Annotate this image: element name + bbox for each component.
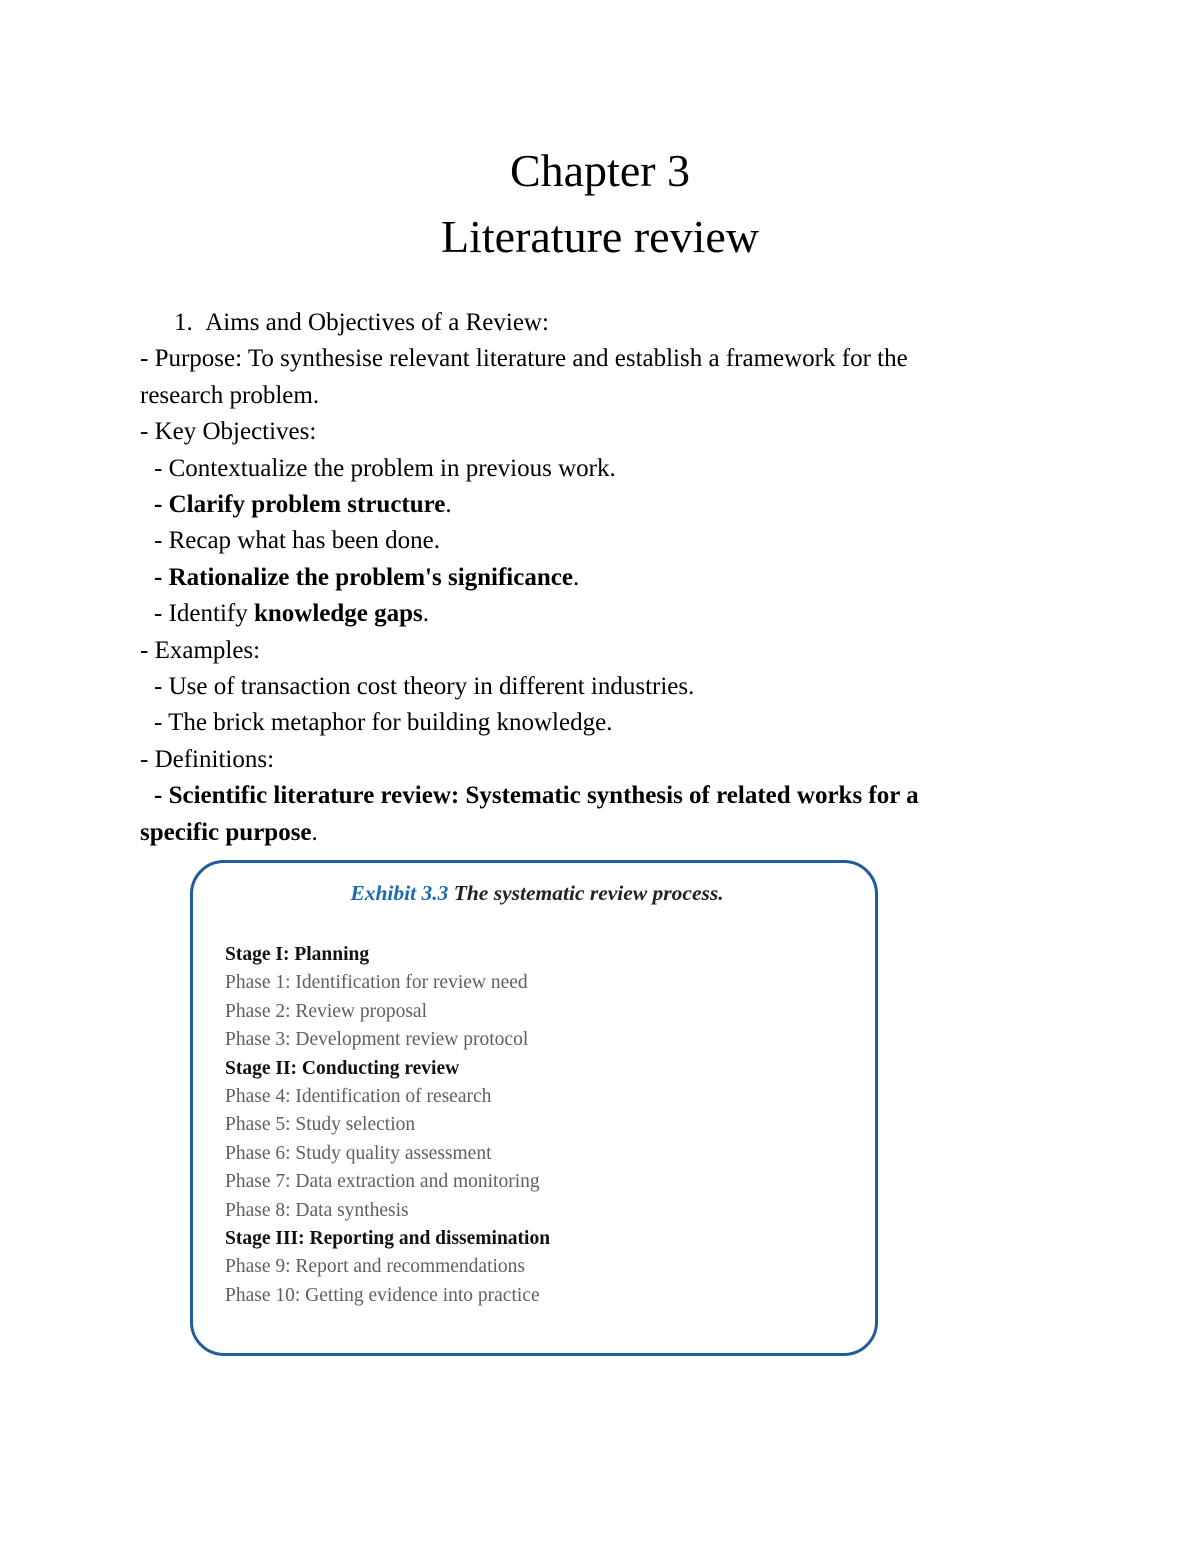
- exhibit-list: [225, 941, 550, 1310]
- definition-prefix: -: [154, 782, 169, 810]
- objective-suffix: .: [572, 563, 580, 591]
- section-heading: [140, 305, 1020, 341]
- phase-item: Phase 4: Identification of research: [225, 1086, 492, 1108]
- section-heading-text: Aims and Objectives of a Review:: [205, 309, 549, 336]
- example-item: - Use of transaction cost theory in different industries.: [154, 673, 695, 701]
- phase-item: Phase 1: Identification for review need: [225, 972, 528, 994]
- definition-bold-cont: specific purpose: [140, 818, 312, 846]
- objective-bold-text: Clarify problem structure: [168, 491, 446, 519]
- phase-item: Phase 2: Review proposal: [225, 1000, 428, 1022]
- phase-item: Phase 6: Study quality assessment: [225, 1142, 492, 1164]
- stage-heading: Stage III: Reporting and dissemination: [225, 1228, 551, 1250]
- definition-bold-text: Scientific literature review: Systematic synthesis of related works for a: [168, 782, 919, 810]
- phase-item: Phase 10: Getting evidence into practice: [225, 1284, 540, 1306]
- phase-item: Phase 7: Data extraction and monitoring: [225, 1171, 540, 1193]
- definition-continuation: [140, 815, 1020, 851]
- definitions-heading: - Definitions:: [140, 745, 275, 773]
- stage-heading: Stage II: Conducting review: [225, 1057, 460, 1079]
- phase-item: Phase 3: Development review protocol: [225, 1029, 529, 1051]
- body-text: [140, 305, 1020, 851]
- exhibit-caption: The systematic review process.: [453, 881, 724, 905]
- section-number: 1.: [174, 309, 193, 336]
- purpose-line-2: research problem.: [140, 381, 320, 409]
- objective-item: [140, 596, 1020, 632]
- chapter-title: Chapter 3: [509, 145, 691, 196]
- objective-bold-text: knowledge gaps: [253, 600, 423, 628]
- phase-item: Phase 8: Data synthesis: [225, 1199, 409, 1221]
- exhibit-number: Exhibit 3.3: [350, 881, 449, 905]
- exhibit-title: [193, 881, 881, 906]
- definition-suffix: .: [311, 818, 318, 846]
- objective-item: - Recap what has been done.: [154, 527, 440, 555]
- objective-item: - Contextualize the problem in previous work.: [154, 454, 616, 482]
- objective-bold-text: Rationalize the problem's significance: [168, 563, 573, 591]
- objective-prefix: -: [154, 563, 169, 591]
- example-item: - The brick metaphor for building knowledge.: [154, 709, 613, 737]
- stage-heading: Stage I: Planning: [225, 944, 370, 965]
- examples-heading: - Examples:: [140, 636, 261, 664]
- purpose-line-1: - Purpose: To synthesise relevant literature and establish a framework for the: [140, 345, 908, 373]
- phase-item: Phase 9: Report and recommendations: [225, 1256, 526, 1278]
- objectives-heading: - Key Objectives:: [140, 418, 317, 446]
- objective-prefix: - Identify: [154, 600, 254, 628]
- objective-item: [140, 560, 1020, 596]
- exhibit-box: [190, 860, 878, 1356]
- objective-suffix: .: [422, 600, 430, 628]
- objective-item: [140, 487, 1020, 523]
- phase-item: Phase 5: Study selection: [225, 1114, 416, 1136]
- objective-prefix: -: [154, 491, 169, 519]
- chapter-subtitle: Literature review: [441, 211, 759, 262]
- objective-suffix: .: [445, 491, 452, 519]
- definition-item: [140, 778, 1020, 814]
